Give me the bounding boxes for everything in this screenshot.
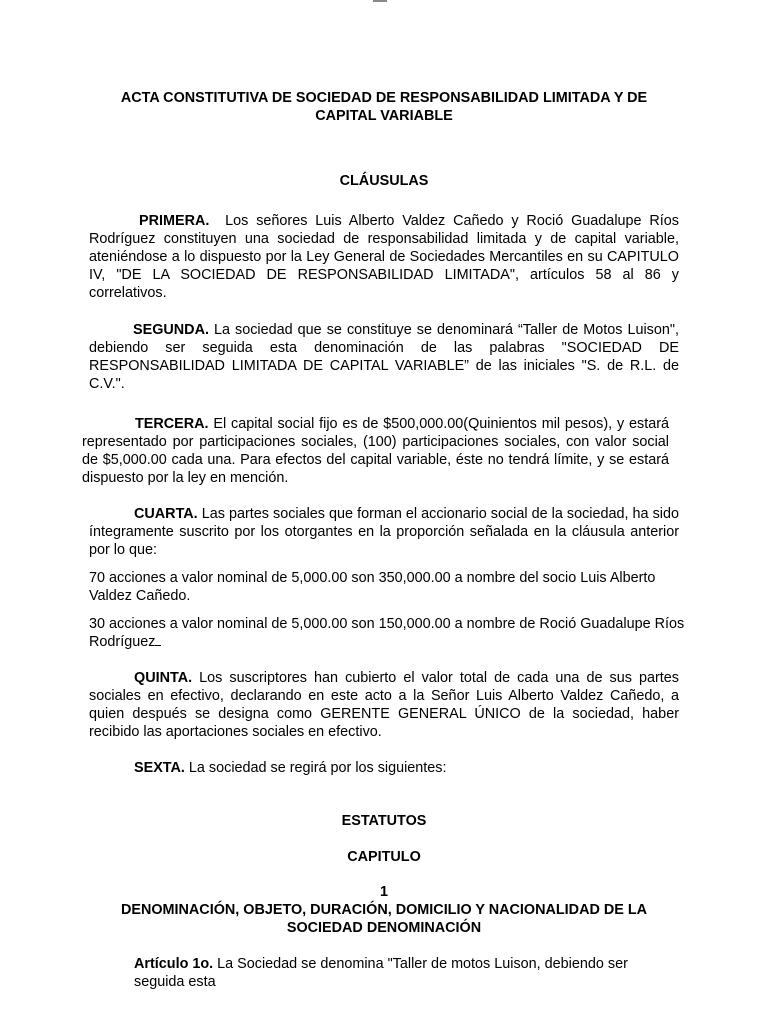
acciones-line-2-text: 30 acciones a valor nominal de 5,000.00 son 150,000.00 a nombre de Roció Guadalupe Ríos Rodríguez	[89, 616, 685, 650]
clause-primera	[89, 212, 679, 302]
articulo-1-text: La Sociedad se denomina "Taller de motos Luison, debiendo ser seguida esta	[134, 956, 628, 990]
underline-mark	[155, 633, 161, 646]
clause-sexta	[89, 759, 679, 777]
clause-primera-label: PRIMERA.	[139, 213, 210, 229]
clause-cuarta-text: Las partes sociales que forman el accionario social de la sociedad, ha sido íntegramente suscrito por los otorgantes en la proporción señalada en la cláusula anterior por lo que:	[89, 506, 679, 558]
capitulo-number: 1	[379, 884, 388, 900]
clause-tercera-label: TERCERA.	[135, 416, 209, 432]
clause-quinta-text: Los suscriptores han cubierto el valor total de cada una de sus partes sociales en efectivo, declarando en este acto a la Señor Luis Alberto Valdez Cañedo, a quien después se designa como GERENTE GENERAL ÚNICO de la sociedad, haber recibido las aportaciones sociales en efectivo.	[89, 670, 679, 740]
capitulo-title: DENOMINACIÓN, OBJETO, DURACIÓN, DOMICILIO Y NACIONALIDAD DE LA SOCIEDAD DENOMINACIÓN	[120, 902, 648, 936]
articulo-1	[134, 955, 668, 991]
acciones-line-2	[89, 615, 687, 651]
clause-quinta	[89, 669, 679, 741]
clause-segunda	[89, 321, 679, 393]
capitulo-heading: CAPITULO	[347, 849, 421, 865]
clause-cuarta-label: CUARTA.	[134, 506, 198, 522]
clause-quinta-label: QUINTA.	[134, 670, 193, 686]
clausulas-heading: CLÁUSULAS	[339, 173, 429, 189]
clause-tercera	[82, 415, 669, 487]
clause-cuarta	[89, 505, 679, 559]
clause-segunda-text: La sociedad que se constituye se denominará “Taller de Motos Luison", debiendo ser seguida esta denominación de las palabras "SOCIEDAD DE RESPONSABILIDAD LIMITADA DE CAPITAL VARIABLE” de las iniciales "S. de R.L. de C.V.".	[89, 322, 679, 392]
articulo-1-label: Artículo 1o.	[134, 956, 214, 972]
clause-tercera-text: El capital social fijo es de $500,000.00(Quinientos mil pesos), y estará representado por participaciones sociales, (100) participaciones sociales, con valor social de $5,000.00 cada una. Para efectos del capital variable, éste no tendrá límite, y se estará dispuesto por la ley en mención.	[82, 416, 669, 486]
clause-primera-text: Los señores Luis Alberto Valdez Cañedo y Roció Guadalupe Ríos Rodríguez constituyen una sociedad de responsabilidad limitada y de capital variable, ateniéndose a lo dispuesto por la Ley General de Sociedades Mercantiles en su CAPITULO IV, "DE LA SOCIEDAD DE RESPONSABILIDAD LIMITADA", artículos 58 al 86 y correlativos.	[89, 213, 679, 301]
page-top-mark	[373, 0, 387, 2]
acciones-line-1: 70 acciones a valor nominal de 5,000.00 son 350,000.00 a nombre del socio Luis Alberto Valdez Cañedo.	[89, 570, 656, 604]
document-title: ACTA CONSTITUTIVA DE SOCIEDAD DE RESPONSABILIDAD LIMITADA Y DE CAPITAL VARIABLE	[120, 90, 648, 124]
clause-segunda-label: SEGUNDA.	[133, 322, 209, 338]
clause-sexta-text: La sociedad se regirá por los siguientes:	[188, 760, 447, 776]
estatutos-heading: ESTATUTOS	[341, 813, 427, 829]
clause-sexta-label: SEXTA.	[134, 760, 185, 776]
